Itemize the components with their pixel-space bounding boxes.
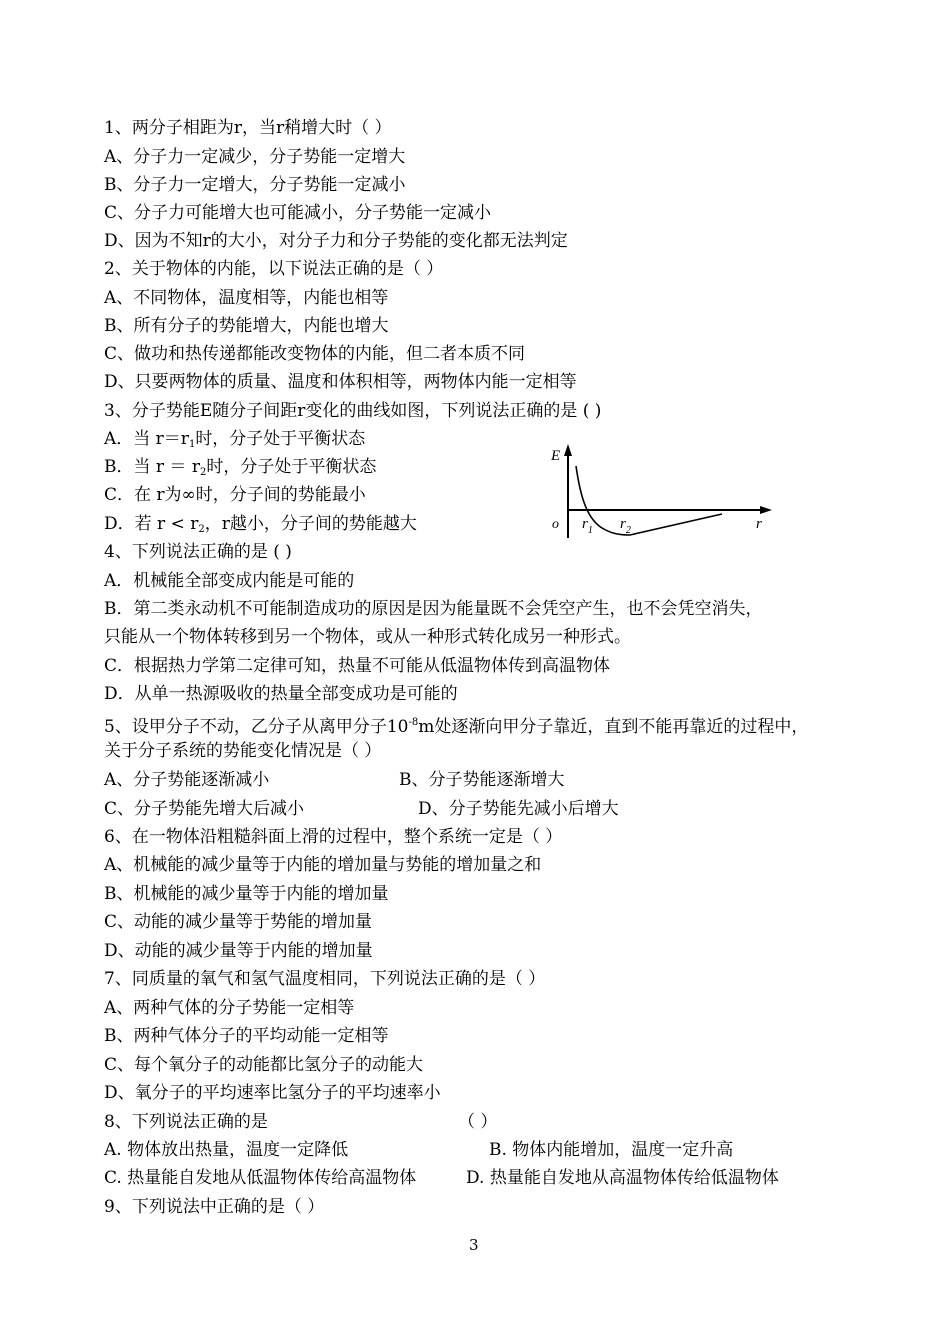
q7-option-b: B、两种气体分子的平均动能一定相等 [104, 1026, 389, 1046]
q8-answer-paren: （ ） [458, 1112, 498, 1132]
q2-option-b: B、所有分子的势能增大，内能也增大 [104, 316, 389, 336]
q1-option-c: C、分子力可能增大也可能减小，分子势能一定减小 [104, 203, 492, 223]
q5-stem-line2: 关于分子系统的势能变化情况是（ ） [104, 741, 382, 761]
x-axis-arrow [760, 506, 772, 514]
q7-stem: 7、同质量的氧气和氢气温度相同，下列说法正确的是（ ） [104, 969, 546, 989]
q5-option-d: D、分子势能先减小后增大 [418, 799, 619, 819]
q3-stem: 3、分子势能E随分子间距r变化的曲线如图，下列说法正确的是 ( ) [104, 401, 602, 421]
q1-stem: 1、两分子相距为r，当r稍增大时（ ） [104, 118, 392, 138]
q4-option-a: A．机械能全部变成内能是可能的 [104, 571, 355, 591]
q2-option-a: A、不同物体，温度相等，内能也相等 [104, 288, 389, 308]
q4-option-c: C．根据热力学第二定律可知，热量不可能从低温物体传到高温物体 [104, 656, 611, 676]
q6-option-a: A、机械能的减少量等于内能的增加量与势能的增加量之和 [104, 855, 542, 875]
q4-option-d: D．从单一热源吸收的热量全部变成功是可能的 [104, 684, 458, 704]
q7-option-a: A、两种气体的分子势能一定相等 [104, 998, 355, 1018]
y-axis-arrow [564, 444, 572, 456]
q3-option-d: D．若 $r < r_2$，r越小，分子间的势能越大 [104, 514, 417, 535]
origin-label: o [552, 517, 559, 532]
q5-option-c: C、分子势能先增大后减小 [104, 799, 305, 819]
q6-option-d: D、动能的减少量等于内能的增加量 [104, 941, 373, 961]
potential-energy-graph [546, 442, 782, 542]
q6-option-b: B、机械能的减少量等于内能的增加量 [104, 884, 389, 904]
q8-option-b: B. 物体内能增加，温度一定升高 [489, 1140, 734, 1160]
q5-stem: 5、设甲分子不动，乙分子从离甲分子$10^{-8}m$处逐渐向甲分子靠近，直到不能再靠近的过程中， [104, 717, 809, 737]
energy-curve [576, 466, 722, 535]
q8-option-d: D. 热量能自发地从高温物体传给低温物体 [466, 1168, 779, 1188]
q3-option-b: B．当 $r = r_2$时，分子处于平衡状态 [104, 457, 377, 478]
q4-stem: 4、下列说法正确的是 ( ) [104, 542, 292, 562]
q4-option-b-line2: 只能从一个物体转移到另一个物体，或从一种形式转化成另一种形式。 [104, 627, 631, 647]
x-axis-label: r [756, 516, 762, 532]
q9-stem: 9、下列说法中正确的是（ ） [104, 1197, 325, 1217]
q2-option-c: C、做功和热传递都能改变物体的内能，但二者本质不同 [104, 344, 526, 364]
q5-option-a: A、分子势能逐渐减小 [104, 770, 270, 790]
q8-stem: 8、下列说法正确的是 [104, 1112, 268, 1132]
q7-option-d: D、氧分子的平均速率比氢分子的平均速率小 [104, 1083, 441, 1103]
q1-option-a: A、分子力一定减少，分子势能一定增大 [104, 147, 406, 167]
q1-option-d: D、因为不知r的大小，对分子力和分子势能的变化都无法判定 [104, 231, 568, 251]
q7-option-c: C、每个氧分子的动能都比氢分子的动能大 [104, 1055, 424, 1075]
q5-option-b: B、分子势能逐渐增大 [399, 770, 565, 790]
r1-label: $r_1$ [582, 516, 593, 536]
q3-option-c: C．在 r为∞时，分子间的势能最小 [104, 485, 366, 505]
page-number: 3 [469, 1236, 479, 1254]
q6-option-c: C、动能的减少量等于势能的增加量 [104, 912, 373, 932]
q1-option-b: B、分子力一定增大，分子势能一定减小 [104, 175, 406, 195]
q4-option-b-line1: B．第二类永动机不可能制造成功的原因是因为能量既不会凭空产生，也不会凭空消失， [104, 599, 763, 619]
r2-label: $r_2$ [620, 516, 631, 536]
q8-option-c: C. 热量能自发地从低温物体传给高温物体 [104, 1168, 417, 1188]
q8-option-a: A. 物体放出热量，温度一定降低 [104, 1140, 349, 1160]
y-axis-label: E [551, 448, 561, 464]
q6-stem: 6、在一物体沿粗糙斜面上滑的过程中，整个系统一定是（ ） [104, 827, 563, 847]
q2-stem: 2、关于物体的内能，以下说法正确的是（ ） [104, 259, 444, 279]
q3-option-a: A．当 $r=r_1$时，分子处于平衡状态 [104, 429, 366, 450]
q2-option-d: D、只要两物体的质量、温度和体积相等，两物体内能一定相等 [104, 372, 577, 392]
